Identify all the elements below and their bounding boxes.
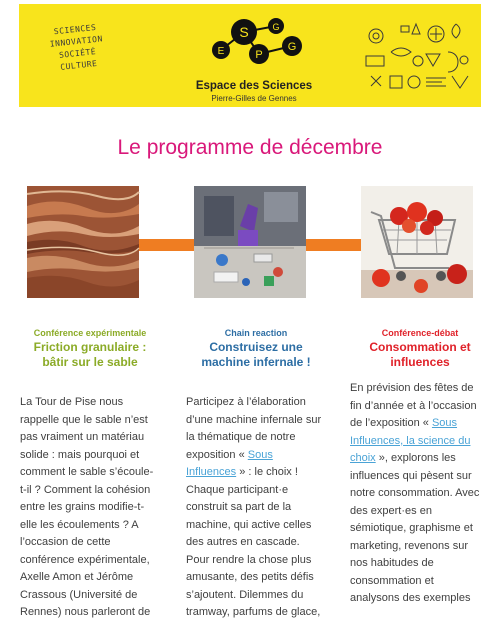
science-doodle-illustration [356,16,476,96]
tag-culture: CULTURE [59,58,98,72]
event-image-sandstone[interactable] [27,186,139,298]
exhibition-link-end[interactable]: choix [350,452,376,464]
exhibition-link[interactable]: Sous [431,417,458,429]
tag-sciences: SCIENCES [53,22,97,37]
org-name: Espace des Sciences [195,80,313,92]
tag-innovation: INNOVATION [49,34,104,49]
event-title[interactable]: Friction granulaire : bâtir sur le sable [33,340,147,369]
event-kicker: Chain reaction [224,328,288,338]
tag-societe: SOCIÉTÉ [58,47,97,60]
espgg-molecule-logo[interactable] [199,16,309,72]
page-title: Le programme de décembre [117,136,383,159]
logo-letter-s: S [239,24,249,40]
event-kicker: Conférence expérimentale [33,328,147,338]
event-image-shopping-cart[interactable] [361,186,473,298]
event-description: La Tour de Pise nous rappelle que le sable n’est pas vraiment un matériau solide : mais pourquoi et comment le sable s’écoule- t-il ? Comment la cohésion entre les grains modifie-t- elle les écoulements ? A l’occasion de cette conférence expérimentale, Axelle Amon et Jérôme Crassous (Université de Rennes) nous parleront de [20,396,154,618]
event-column-2 [186,328,326,622]
event-description: Participez à l’élaboration d’une machine infernale sur la thématique de notre exposition « Sous Influences » : le choix ! Chaque participant·e construit sa part de la machine, qui active celles des autres en cascade. Pour rendre la chose plus amusante, des petits défis s’ajoutent. Dilemmes du tramway, parfums de glace, [186,396,322,618]
org-subtitle: Pierre-Gilles de Gennes [211,94,297,103]
header-banner [19,4,481,107]
event-image-workshop[interactable] [194,186,306,298]
exhibition-link-cont[interactable]: Influences [186,466,237,478]
event-title[interactable]: Consommation et influences [369,340,471,369]
logo-letter-g1: G [272,22,280,32]
event-description: En prévision des fêtes de fin d’année et à l’occasion de l’exposition « Sous Influences, la science du choix », explorons les influences qui pèsent sur notre consommation. Avec des expert·es en sémiotique, graphisme et marketing, revenons sur nos habitudes de consommation et analysons des exemples [350,382,480,604]
exhibition-link[interactable]: Sous [247,448,273,461]
tagline-block [45,21,110,75]
logo-letter-p: P [255,49,263,61]
event-column-1 [20,328,160,622]
event-title[interactable]: Construisez une machine infernale ! [201,340,311,369]
event-kicker: Conférence-débat [381,328,459,338]
logo-letter-e: E [217,46,225,57]
logo-letter-g2: G [287,41,297,53]
event-column-3 [350,328,490,608]
exhibition-link-cont[interactable]: Influences, la science du [350,434,471,447]
